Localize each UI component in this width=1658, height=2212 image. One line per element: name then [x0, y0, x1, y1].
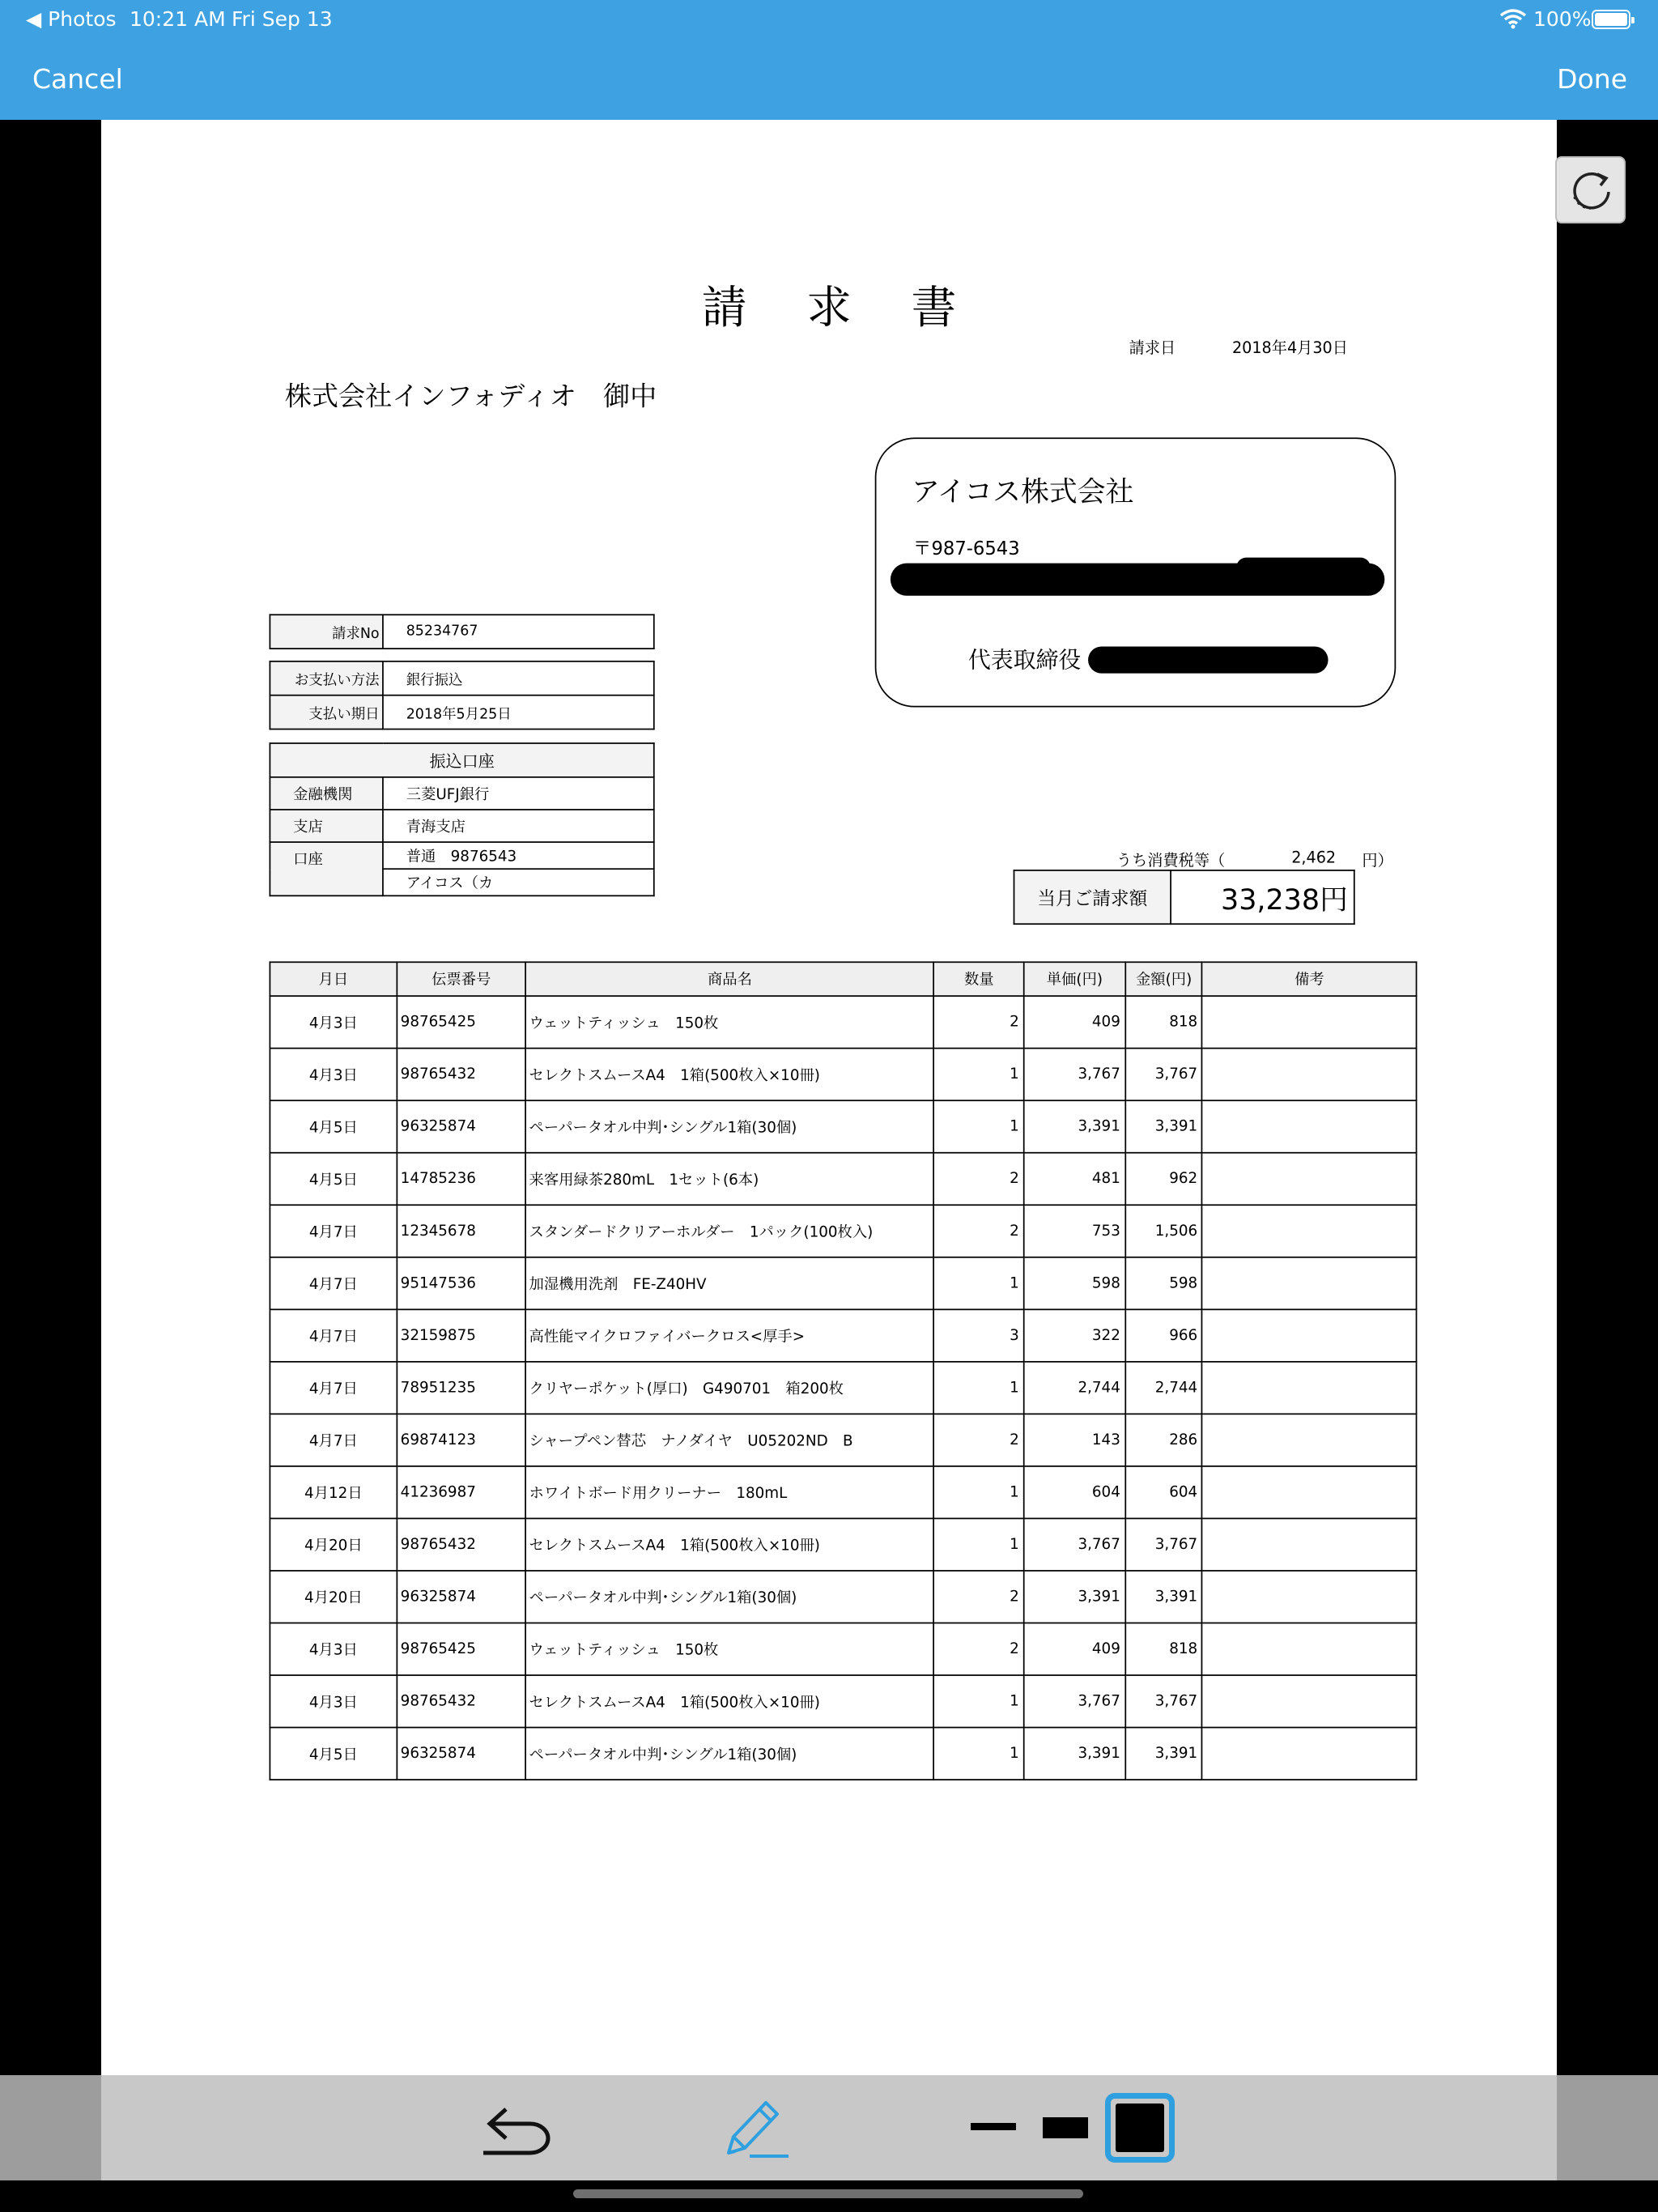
account-label: 口座: [270, 842, 383, 895]
item-note: [1202, 1466, 1416, 1519]
item-unit-price: 3,767: [1024, 1675, 1125, 1728]
column-header-date: 月日: [270, 962, 397, 996]
bill-date-label: 請求日: [1129, 338, 1176, 357]
tax-value: 2,462: [1291, 848, 1337, 867]
item-date: 4月12日: [270, 1466, 397, 1519]
invoice-title: 請 求 書: [701, 280, 980, 335]
table-row: [270, 1100, 1416, 1153]
item-slip-number: 96325874: [397, 1571, 525, 1623]
item-amount: 3,391: [1125, 1100, 1202, 1153]
item-amount: 3,391: [1125, 1728, 1202, 1780]
item-quantity: 1: [934, 1257, 1024, 1310]
item-slip-number: 32159875: [397, 1309, 525, 1362]
thin-stroke-button[interactable]: [971, 2123, 1016, 2130]
item-unit-price: 598: [1024, 1257, 1125, 1310]
item-slip-number: 96325874: [397, 1728, 525, 1780]
table-row: [270, 1205, 1416, 1257]
payment-method-value: 銀行振込: [383, 661, 654, 696]
table-row: [270, 1571, 1416, 1623]
item-unit-price: 3,767: [1024, 1518, 1125, 1571]
item-unit-price: 2,744: [1024, 1362, 1125, 1414]
item-name: クリヤーポケット(厚口) G490701 箱200枚: [525, 1362, 933, 1414]
battery-icon: [1592, 10, 1630, 29]
item-quantity: 1: [934, 1466, 1024, 1519]
table-row: [270, 1466, 1416, 1519]
item-name: ホワイトボード用クリーナー 180mL: [525, 1466, 933, 1519]
due-date-row: [270, 696, 653, 730]
item-amount: 962: [1125, 1153, 1202, 1206]
table-row: [270, 1623, 1416, 1675]
item-note: [1202, 1309, 1416, 1362]
item-name: ペーパータオル中判･シングル1箱(30個): [525, 1100, 933, 1153]
item-date: 4月7日: [270, 1309, 397, 1362]
item-name: セレクトスムースA4 1箱(500枚入×10冊): [525, 1049, 933, 1101]
item-slip-number: 41236987: [397, 1466, 525, 1519]
item-name: 高性能マイクロファイバークロス<厚手>: [525, 1309, 933, 1362]
issuer-representative: 代表取締役: [967, 646, 1082, 674]
item-slip-number: 14785236: [397, 1153, 525, 1206]
table-row: [270, 1728, 1416, 1780]
item-date: 4月5日: [270, 1100, 397, 1153]
institution-label: 金融機関: [270, 777, 383, 810]
item-name: スタンダードクリアーホルダー 1パック(100枚入): [525, 1205, 933, 1257]
wifi-icon: [1499, 8, 1527, 36]
item-note: [1202, 1518, 1416, 1571]
table-row: [270, 996, 1416, 1049]
payment-table: [270, 661, 655, 730]
item-quantity: 2: [934, 1571, 1024, 1623]
item-slip-number: 98765425: [397, 1623, 525, 1675]
column-header-name: 商品名: [525, 962, 933, 996]
table-row: [270, 1362, 1416, 1414]
item-slip-number: 69874123: [397, 1414, 525, 1466]
home-indicator[interactable]: [573, 2189, 1083, 2198]
due-date-label: 支払い期日: [270, 696, 383, 730]
document-page[interactable]: [101, 120, 1557, 2180]
column-header-slip: 伝票番号: [397, 962, 525, 996]
markup-toolbar-inner: [101, 2075, 1557, 2180]
table-row: [270, 1309, 1416, 1362]
item-note: [1202, 1257, 1416, 1310]
invoice-number-row: [270, 615, 653, 649]
branch-label: 支店: [270, 810, 383, 842]
item-quantity: 2: [934, 1205, 1024, 1257]
table-row: [270, 1518, 1416, 1571]
item-quantity: 1: [934, 1518, 1024, 1571]
column-header-note: 備考: [1202, 962, 1416, 996]
total-amount-label: 当月ご請求額: [1014, 870, 1171, 924]
item-amount: 3,767: [1125, 1518, 1202, 1571]
item-quantity: 1: [934, 1362, 1024, 1414]
item-quantity: 2: [934, 1623, 1024, 1675]
item-date: 4月7日: [270, 1414, 397, 1466]
institution-value: 三菱UFJ銀行: [383, 777, 654, 810]
item-name: ウェットティッシュ 150枚: [525, 996, 933, 1049]
line-items-header: [270, 962, 1416, 996]
item-slip-number: 98765432: [397, 1518, 525, 1571]
item-note: [1202, 996, 1416, 1049]
item-date: 4月5日: [270, 1728, 397, 1780]
issuer-box: [875, 437, 1397, 707]
item-unit-price: 3,767: [1024, 1049, 1125, 1101]
line-items-table: [270, 961, 1418, 1780]
total-amount-value: 33,238円: [1171, 870, 1354, 924]
markup-toolbar: [0, 2075, 1658, 2180]
item-amount: 818: [1125, 1623, 1202, 1675]
item-name: セレクトスムースA4 1箱(500枚入×10冊): [525, 1675, 933, 1728]
item-unit-price: 409: [1024, 996, 1125, 1049]
payment-method-label: お支払い方法: [270, 661, 383, 696]
navigation-bar: [0, 0, 1658, 120]
item-unit-price: 753: [1024, 1205, 1125, 1257]
item-unit-price: 409: [1024, 1623, 1125, 1675]
item-name: セレクトスムースA4 1箱(500枚入×10冊): [525, 1518, 933, 1571]
item-quantity: 1: [934, 1049, 1024, 1101]
branch-value: 青海支店: [383, 810, 654, 842]
item-name: ペーパータオル中判･シングル1箱(30個): [525, 1728, 933, 1780]
item-slip-number: 98765425: [397, 996, 525, 1049]
battery-percent: 100%: [1533, 7, 1592, 31]
status-time: 10:21 AM: [130, 7, 226, 31]
rotate-button[interactable]: [1555, 156, 1626, 223]
item-date: 4月5日: [270, 1153, 397, 1206]
item-quantity: 1: [934, 1728, 1024, 1780]
bank-account-header: 振込口座: [270, 743, 653, 777]
redaction-mark: [1088, 647, 1328, 674]
cancel-button[interactable]: Cancel: [32, 63, 123, 95]
tax-unit: 円）: [1362, 851, 1393, 870]
item-note: [1202, 1153, 1416, 1206]
invoice-number-value: 85234767: [383, 615, 654, 649]
item-unit-price: 143: [1024, 1414, 1125, 1466]
item-date: 4月7日: [270, 1362, 397, 1414]
item-slip-number: 98765432: [397, 1049, 525, 1101]
tax-label: うち消費税等（: [1116, 851, 1226, 870]
payment-method-row: [270, 661, 653, 696]
account-holder-value: アイコス（カ: [383, 869, 654, 895]
item-quantity: 1: [934, 1100, 1024, 1153]
item-date: 4月3日: [270, 996, 397, 1049]
item-note: [1202, 1362, 1416, 1414]
column-header-unit: 単価(円): [1024, 962, 1125, 996]
issuer-postal-code: 〒987-6543: [912, 538, 1020, 561]
item-note: [1202, 1623, 1416, 1675]
medium-stroke-button[interactable]: [1043, 2117, 1088, 2138]
item-amount: 286: [1125, 1414, 1202, 1466]
item-quantity: 2: [934, 1153, 1024, 1206]
item-quantity: 3: [934, 1309, 1024, 1362]
invoice-document: [101, 120, 1557, 2181]
item-unit-price: 3,391: [1024, 1728, 1125, 1780]
column-header-amount: 金額(円): [1125, 962, 1202, 996]
item-name: 加湿機用洗剤 FE-Z40HV: [525, 1257, 933, 1310]
item-amount: 3,767: [1125, 1675, 1202, 1728]
item-slip-number: 95147536: [397, 1257, 525, 1310]
item-date: 4月3日: [270, 1623, 397, 1675]
account-value: 普通 9876543: [383, 842, 654, 869]
table-row: [270, 1675, 1416, 1728]
thick-stroke-button[interactable]: [1105, 2093, 1175, 2163]
undo-icon[interactable]: [482, 2099, 559, 2161]
item-date: 4月20日: [270, 1571, 397, 1623]
done-button[interactable]: Done: [1557, 63, 1627, 95]
item-note: [1202, 1728, 1416, 1780]
item-note: [1202, 1049, 1416, 1101]
item-date: 4月7日: [270, 1257, 397, 1310]
item-date: 4月3日: [270, 1049, 397, 1101]
line-items-body: [270, 996, 1416, 1780]
item-note: [1202, 1414, 1416, 1466]
item-amount: 818: [1125, 996, 1202, 1049]
table-row: [270, 1414, 1416, 1466]
item-slip-number: 12345678: [397, 1205, 525, 1257]
item-date: 4月7日: [270, 1205, 397, 1257]
item-name: シャープペン替芯 ナノダイヤ U05202ND B: [525, 1414, 933, 1466]
table-row: [270, 1049, 1416, 1101]
item-amount: 3,767: [1125, 1049, 1202, 1101]
item-unit-price: 322: [1024, 1309, 1125, 1362]
item-note: [1202, 1205, 1416, 1257]
total-amount-table: [1014, 870, 1355, 925]
item-amount: 604: [1125, 1466, 1202, 1519]
status-date: Fri Sep 13: [232, 7, 333, 31]
invoice-number-table: [270, 614, 655, 649]
item-amount: 598: [1125, 1257, 1202, 1310]
table-row: [270, 1257, 1416, 1310]
back-to-photos-link[interactable]: ◀ Photos: [26, 7, 117, 31]
bank-account-table: [270, 742, 655, 896]
item-name: 来客用緑茶280mL 1セット(6本): [525, 1153, 933, 1206]
item-amount: 966: [1125, 1309, 1202, 1362]
recipient-name: 株式会社インフォディオ 御中: [284, 381, 657, 413]
item-quantity: 2: [934, 996, 1024, 1049]
issuer-name: アイコス株式会社: [912, 474, 1134, 508]
item-slip-number: 78951235: [397, 1362, 525, 1414]
item-name: ウェットティッシュ 150枚: [525, 1623, 933, 1675]
pen-icon[interactable]: [721, 2095, 793, 2166]
item-date: 4月3日: [270, 1675, 397, 1728]
bill-date-value: 2018年4月30日: [1231, 338, 1348, 357]
item-slip-number: 98765432: [397, 1675, 525, 1728]
item-amount: 2,744: [1125, 1362, 1202, 1414]
item-unit-price: 3,391: [1024, 1571, 1125, 1623]
invoice-number-label: 請求No: [270, 615, 383, 649]
column-header-qty: 数量: [934, 962, 1024, 996]
item-unit-price: 604: [1024, 1466, 1125, 1519]
due-date-value: 2018年5月25日: [383, 696, 654, 730]
table-row: [270, 1153, 1416, 1206]
item-amount: 1,506: [1125, 1205, 1202, 1257]
item-note: [1202, 1675, 1416, 1728]
item-slip-number: 96325874: [397, 1100, 525, 1153]
item-note: [1202, 1571, 1416, 1623]
item-quantity: 2: [934, 1414, 1024, 1466]
item-amount: 3,391: [1125, 1571, 1202, 1623]
item-note: [1202, 1100, 1416, 1153]
item-unit-price: 3,391: [1024, 1100, 1125, 1153]
item-unit-price: 481: [1024, 1153, 1125, 1206]
redaction-mark: [1236, 558, 1371, 577]
item-name: ペーパータオル中判･シングル1箱(30個): [525, 1571, 933, 1623]
item-quantity: 1: [934, 1675, 1024, 1728]
item-date: 4月20日: [270, 1518, 397, 1571]
